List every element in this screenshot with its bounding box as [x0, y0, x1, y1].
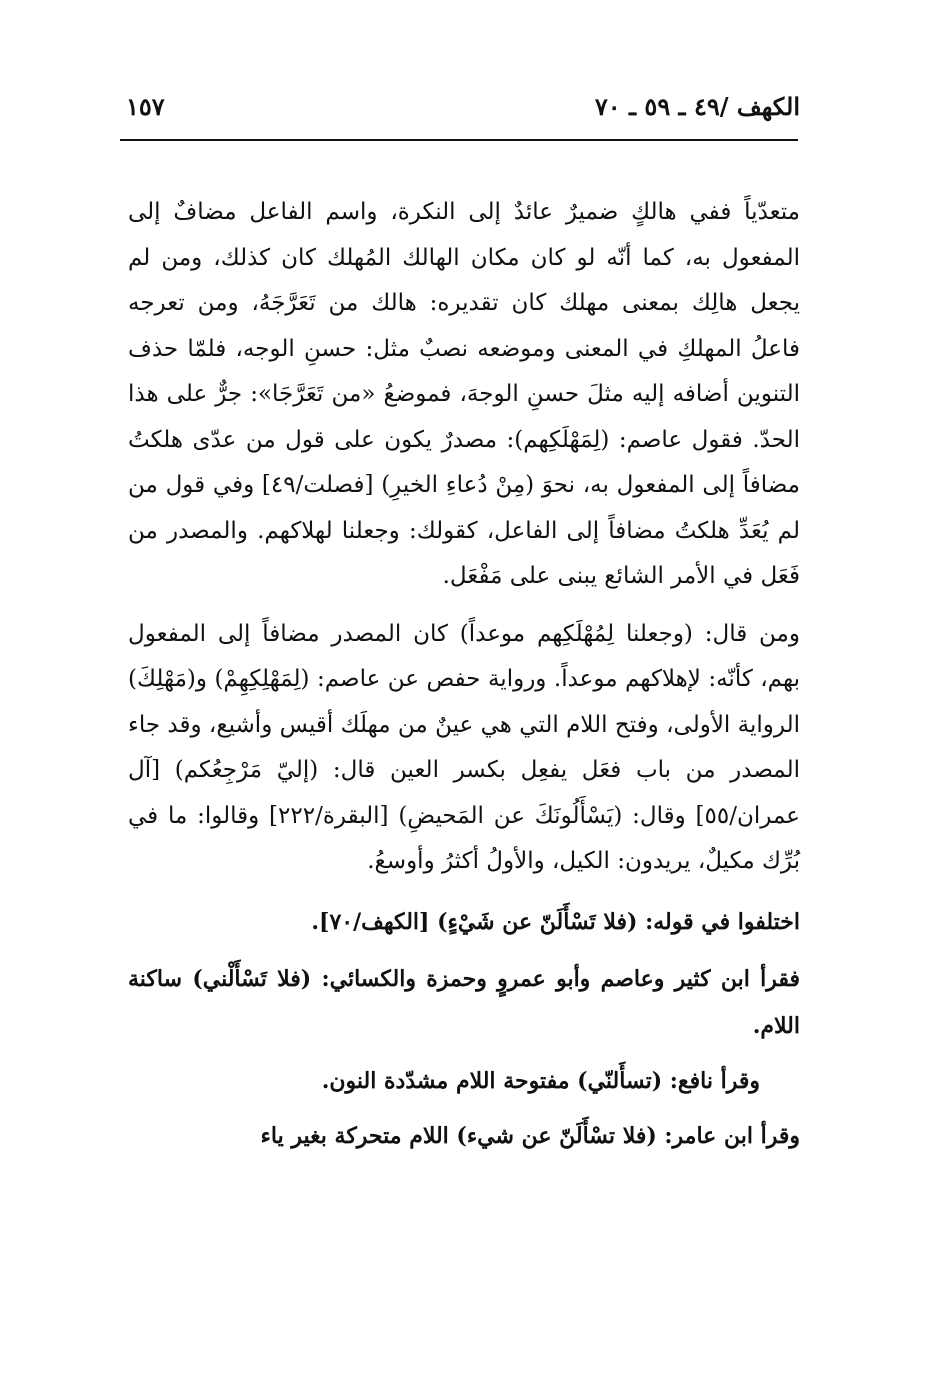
- page-body: [128, 190, 800, 1160]
- paragraph-muhlak-reading: ومن قال: (وجعلنا لِمُهْلَكِهم موعداً) كان المصدر مضافاً إلى المفعول بهم، كأنّه: لإهلاكهم موعداً. ورواية حفص عن عاصم: (لِمَهْلِكِهِمْ) و(مَهْلِكَ) الرواية الأولى، وفتح اللام التي هي عينٌ من مهلَك أقيس وأشيع، وقد جاء المصدر من باب فعَل يفعِل بكسر العين قال: (إليّ مَرْجِعُكم) [آل عمران/٥٥] وقال: (يَسْأَلُونَكَ عن المَحيضِ) [البقرة/٢٢٢] وقالوا: ما في بُرِّك مكيلٌ، يريدون: الكيل، والأولُ أكثرُ وأوسعُ.: [128, 620, 800, 874]
- running-title: الكهف /٤٩ ـ ٥٩ ـ ٧٠: [594, 92, 800, 121]
- paragraph-reading-ibn-amir: وقرأ ابن عامر: (فلا تسْأَلَنّ عن شيء) اللام متحركة بغير ياء: [260, 1122, 800, 1149]
- page-number: ١٥٧: [126, 92, 165, 121]
- paragraph-reading-majority: فقرأ ابن كثير وعاصم وأبو عمروٍ وحمزة والكسائي: (فلا تَسْأَلْني) ساكنة اللام.: [128, 965, 800, 1039]
- page-header: [120, 92, 800, 132]
- paragraph-reading-nafi: وقرأ نافع: (تسأَلنّي) مفتوحة اللام مشدّدة النون.: [321, 1067, 760, 1094]
- paragraph-mahlik-analysis: متعدّياً ففي هالكٍ ضميرٌ عائدٌ إلى النكرة، واسم الفاعل مضافٌ إلى المفعول به، كما أنّه لو كان مكان الهالك المُهلك كان كذلك، ومن لم يجعل هالِك بمعنى مهلك كان تقديره: هالك من تَعَرَّجَهُ، ومن تعرجه فاعلُ المهلكِ في المعنى وموضعه نصبٌ مثل: حسنِ الوجه، فلمّا حذف التنوين أضافه إليه مثلَ حسنِ الوجهَ، فموضعُ «من تَعَرَّجَا»: جرٌّ على هذا الحدّ. فقول عاصم: (لِمَهْلَكِهم): مصدرٌ يكون على قول من عدّى هلكتُ مضافاً إلى المفعول به، نحوَ (مِنْ دُعاءِ الخيرِ) [فصلت/٤٩] وفي قول من لم يُعَدِّ هلكتُ مضافاً إلى الفاعل، كقولك: وجعلنا لهلاكهم. والمصدر من فَعَل في الأمر الشائع يبنى على مَفْعَل.: [128, 199, 800, 589]
- heading-variant-tasalanni: اختلفوا في قوله: (فلا تَسْأَلَنّ عن شَيْءٍ) [الكهف/٧٠].: [311, 908, 800, 935]
- header-divider: [120, 139, 798, 141]
